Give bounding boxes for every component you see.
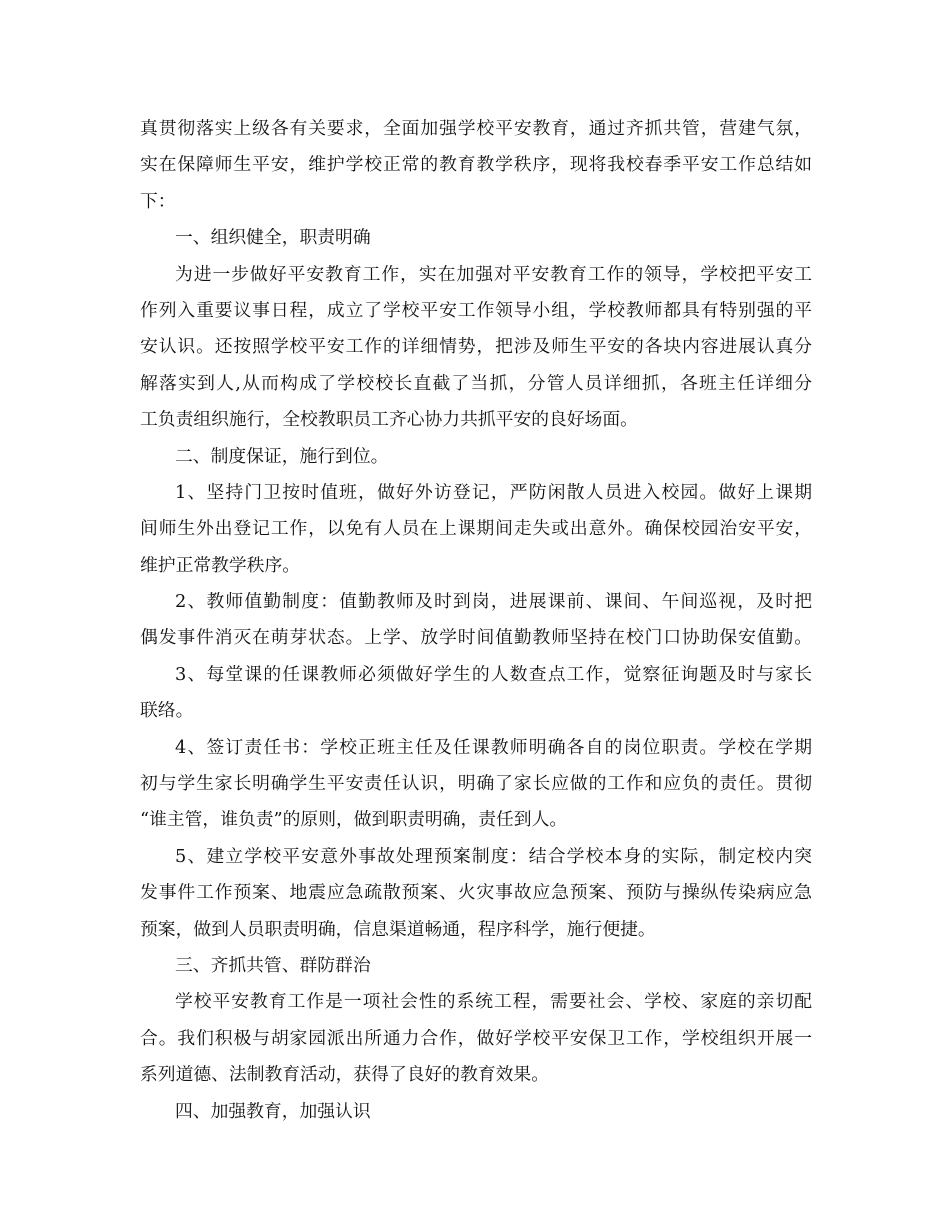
text-line: 实在保障师生平安，维护学校正常的教育教学秩序，现将我校春季平安工作总结如 <box>140 154 812 176</box>
text-line: 预案，做到人员职责明确，信息渠道畅通，程序科学，施行便捷。 <box>140 918 656 940</box>
section-heading: 四、加强教育，加强认识 <box>175 1100 371 1122</box>
text-line: 系列道德、法制教育活动，获得了良好的教育效果。 <box>140 1064 549 1086</box>
text-line: 解落实到人,从而构成了学校校长直截了当抓，分管人员详细抓，各班主任详细分 <box>140 372 812 394</box>
text-line: 1、坚持门卫按时值班，做好外访登记，严防闲散人员进入校园。做好上课期 <box>175 481 812 503</box>
text-line: 5、建立学校平安意外事故处理预案制度：结合学校本身的实际，制定校内突 <box>175 845 812 867</box>
text-line: 学校平安教育工作是一项社会性的系统工程，需要社会、学校、家庭的亲切配 <box>175 991 812 1013</box>
text-line: 工负责组织施行，全校教职员工齐心协力共抓平安的良好场面。 <box>140 409 638 431</box>
text-line: “谁主管，谁负责”的原则，做到职责明确，责任到人。 <box>140 809 568 831</box>
document-body <box>140 111 812 1130</box>
text-line: 初与学生家长明确学生平安责任认识，明确了家长应做的工作和应负的责任。贯彻 <box>140 773 812 795</box>
text-line: 安认识。还按照学校平安工作的详细情势，把涉及师生平安的各块内容进展认真分 <box>140 336 812 358</box>
text-line: 偶发事件消灭在萌芽状态。上学、放学时间值勤教师坚持在校门口协助保安值勤。 <box>140 627 812 649</box>
text-line: 3、每堂课的任课教师必须做好学生的人数查点工作，觉察征询题及时与家长 <box>175 663 812 685</box>
text-line: 2、教师值勤制度：值勤教师及时到岗，进展课前、课间、午间巡视，及时把 <box>175 591 812 613</box>
text-line: 作列入重要议事日程，成立了学校平安工作领导小组，学校教师都具有特别强的平 <box>140 299 812 321</box>
text-line: 发事件工作预案、地震应急疏散预案、火灾事故应急预案、预防与操纵传染病应急 <box>140 882 812 904</box>
text-line: 真贯彻落实上级各有关要求，全面加强学校平安教育，通过齐抓共管，营建气氛， <box>140 118 812 139</box>
section-heading: 三、齐抓共管、群防群治 <box>175 954 371 976</box>
text-line: 4、签订责任书：学校正班主任及任课教师明确各自的岗位职责。学校在学期 <box>175 736 812 758</box>
text-line: 下： <box>140 190 176 212</box>
text-line: 联络。 <box>140 700 194 722</box>
text-line: 合。我们积极与胡家园派出所通力合作，做好学校平安保卫工作，学校组织开展一 <box>140 1027 812 1049</box>
text-line: 为进一步做好平安教育工作，实在加强对平安教育工作的领导，学校把平安工 <box>175 263 812 285</box>
section-heading: 二、制度保证，施行到位。 <box>175 445 389 467</box>
text-line: 间师生外出登记工作，以免有人员在上课期间走失或出意外。确保校园治安平安， <box>140 518 812 540</box>
section-heading: 一、组织健全，职责明确 <box>175 227 371 249</box>
text-line: 维护正常教学秩序。 <box>140 554 301 576</box>
